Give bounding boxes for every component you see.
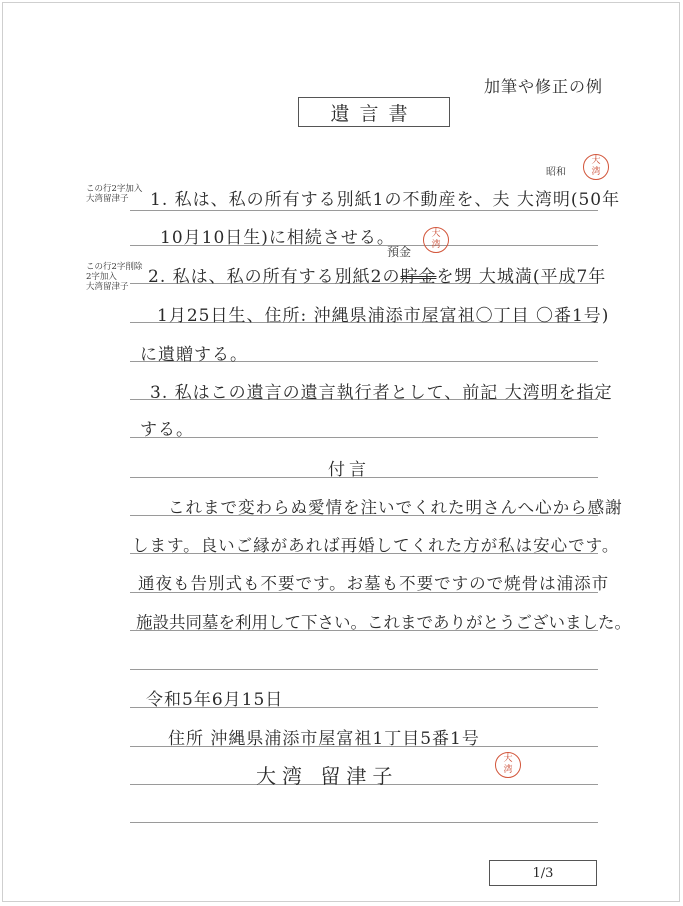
- document-date: 令和5年6月15日: [146, 690, 284, 710]
- seal-stamp: 大 湾: [495, 752, 521, 778]
- clause-3-line-1: 3. 私はこの遺言の遺言執行者として、前記 大湾明を指定: [150, 383, 613, 403]
- seal-stamp: 大 湾: [583, 154, 609, 180]
- document-title: 遺言書: [330, 102, 418, 125]
- page-number-box: [489, 860, 597, 886]
- seal-stamp: 大 湾: [423, 227, 449, 253]
- page-number: 1/3: [532, 865, 554, 881]
- clause-1-line-1: 1. 私は、私の所有する別紙1の不動産を、夫 大湾明(50年: [150, 190, 621, 210]
- clause-3-line-2: する。: [140, 420, 194, 440]
- testator-address: 住所 沖縄県浦添市屋富祖1丁目5番1号: [168, 729, 480, 749]
- deleted-text: 貯金: [400, 267, 437, 287]
- supplement-line-3: 通夜も告別式も不要です。お墓も不要ですので焼骨は浦添市: [138, 574, 610, 593]
- supplement-line-1: これまで変わらぬ愛情を注いでくれた明さんへ心から感謝: [168, 498, 623, 517]
- testator-signature: 大湾 留津子: [256, 764, 399, 788]
- clause-1-line-2: 10月10日生)に相続させる。: [160, 228, 395, 248]
- rule-line: [130, 822, 598, 823]
- insertion-showa: 昭和: [546, 167, 566, 178]
- header-note: 加筆や修正の例: [484, 77, 604, 96]
- margin-note-2: この行2字削除 2字加入 大湾留津子: [86, 262, 143, 292]
- document-title-box: [298, 97, 450, 127]
- clause-2-line-1a: 2. 私は、私の所有する別紙2の: [148, 267, 401, 287]
- rule-line: [130, 669, 598, 670]
- supplement-line-4: 施設共同墓を利用して下さい。これまでありがとうございました。: [136, 613, 631, 632]
- clause-2-line-1b: を甥 大城満(平成7年: [436, 267, 607, 287]
- supplement-line-2: します。良いご縁があれば再婚してくれた方が私は安心です。: [132, 536, 620, 555]
- margin-note-1: この行2字加入 大湾留津子: [86, 184, 143, 204]
- supplement-heading: 付言: [328, 460, 370, 480]
- rule-line: [130, 437, 598, 438]
- insertion-yokin: 預金: [387, 245, 412, 259]
- clause-2-line-3: に遺贈する。: [140, 345, 248, 365]
- rule-line: [130, 210, 598, 211]
- clause-2-line-2: 1月25日生、住所: 沖縄県浦添市屋富祖〇丁目 〇番1号): [157, 306, 610, 326]
- clause-2-line-1: [148, 262, 606, 287]
